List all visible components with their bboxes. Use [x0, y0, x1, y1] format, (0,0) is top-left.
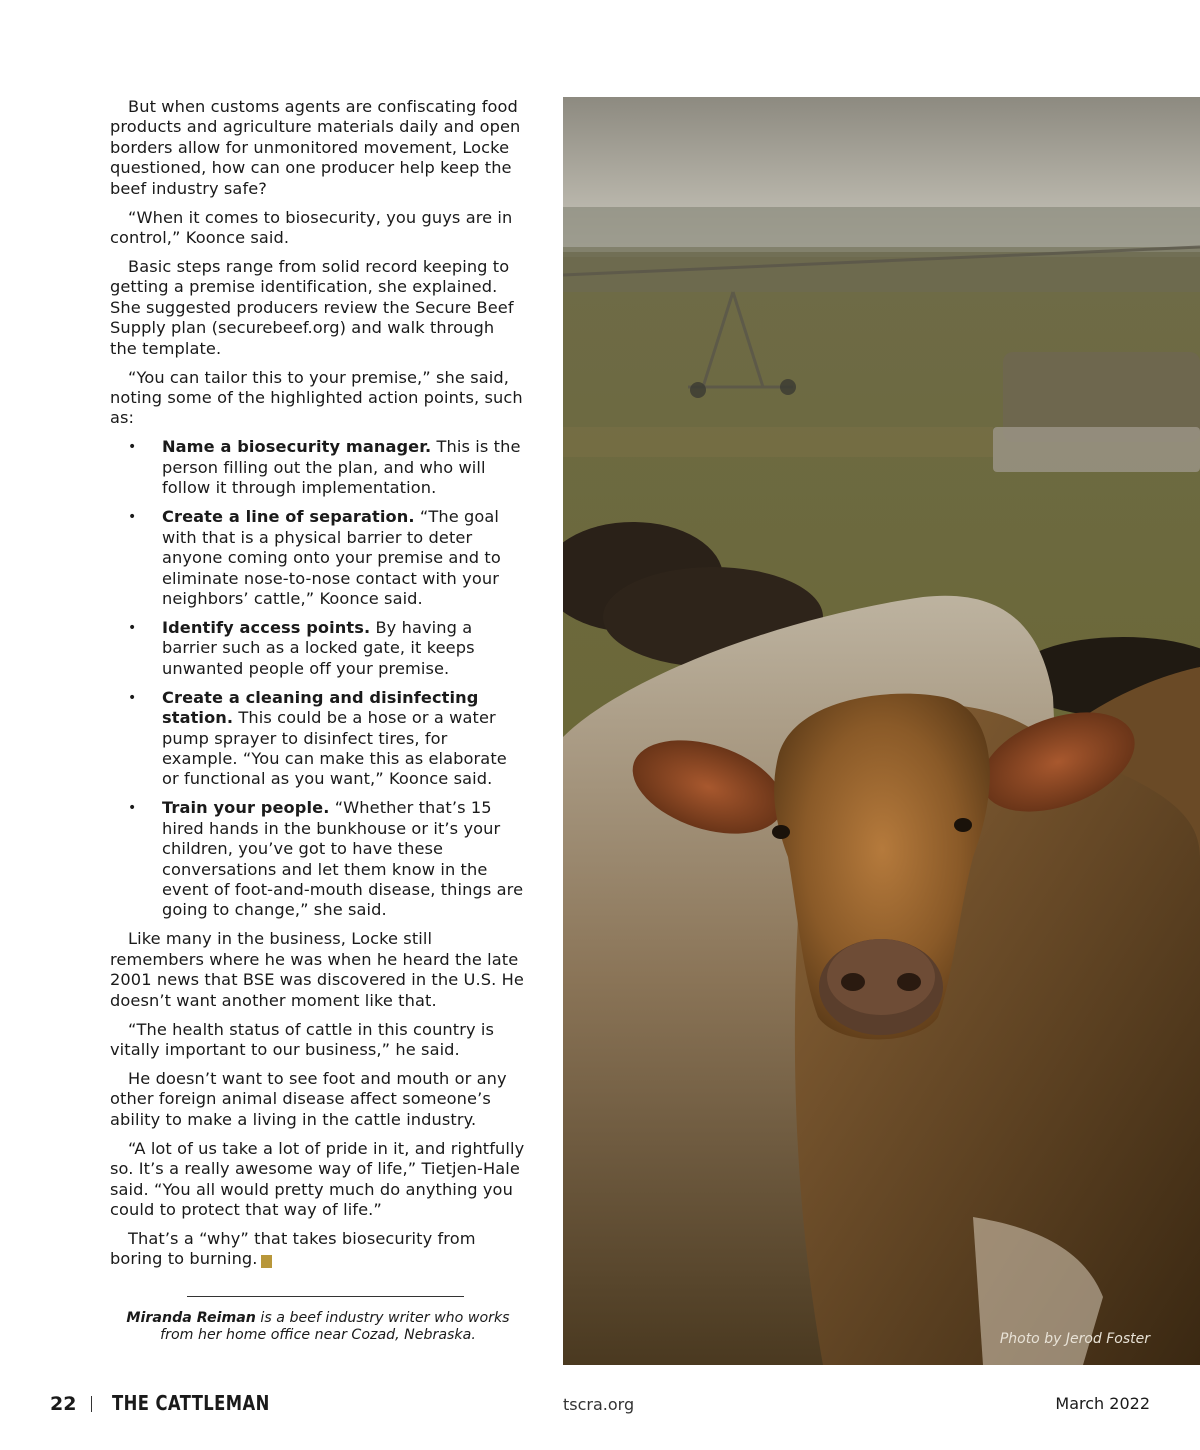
- bullet-heading: Name a biosecurity manager.: [162, 437, 432, 457]
- bullet-heading: Create a line of separation.: [162, 507, 415, 527]
- article-column: [110, 97, 526, 1278]
- magazine-name: THE CATTLEMAN: [112, 1391, 270, 1415]
- paragraph: But when customs agents are confiscating food products and agriculture materials daily and open borders allow for unmonitored movement, Locke questioned, how can one producer help keep the beef industry safe?: [110, 97, 521, 198]
- bullet-heading: Train your people.: [162, 798, 330, 818]
- paragraph: Like many in the business, Locke still remembers where he was when he heard the late 2001 news that BSE was discovered in the U.S. He doesn’t want another moment like that.: [110, 929, 524, 1010]
- bullet-text: This is the person filling out the plan, and who will follow it through implementation.: [162, 437, 521, 498]
- page-number: 22: [50, 1393, 77, 1415]
- bullet-text: “Whether that’s 15 hired hands in the bunkhouse or it’s your children, you’ve got to have these conversations and let them know in the event of foot-and-mouth disease, things are going to change,” she said.: [162, 798, 524, 920]
- bullet-text: By having a barrier such as a locked gate, it keeps unwanted people off your premise.: [162, 617, 475, 678]
- cattle-photo: [563, 97, 1200, 1365]
- author-bio-text: is a beef industry writer who works from her home office near Cozad, Nebraska.: [160, 1310, 510, 1343]
- bullet-heading: Identify access points.: [162, 617, 371, 637]
- cattle-photo-image: [563, 97, 1200, 1365]
- list-item: [162, 688, 526, 790]
- paragraph: “When it comes to biosecurity, you guys are in control,” Koonce said.: [110, 207, 513, 248]
- issue-date: March 2022: [1055, 1394, 1150, 1413]
- bullet-text: This could be a hose or a water pump sprayer to disinfect tires, for example. “You can make this as elaborate or functional as you want,” Koonce said.: [162, 708, 507, 789]
- bullet-heading: Create a cleaning and disinfecting station.: [162, 687, 479, 728]
- list-item: [162, 437, 526, 498]
- author-name: Miranda Reiman: [126, 1310, 256, 1326]
- paragraph: “The health status of cattle in this country is vitally important to our business,” he said.: [110, 1019, 495, 1059]
- list-item: [162, 618, 526, 679]
- list-item: [162, 507, 526, 609]
- paragraph: “You can tailor this to your premise,” she said, noting some of the highlighted action points, such as:: [110, 367, 523, 428]
- page-footer: [0, 1390, 1200, 1420]
- photo-credit: Photo by Jerod Foster: [999, 1331, 1150, 1347]
- action-points-list: [110, 437, 526, 920]
- paragraph-final-text: That’s a “why” that takes biosecurity from boring to burning.: [110, 1229, 476, 1269]
- website-link[interactable]: tscra.org: [563, 1395, 635, 1414]
- footer-divider: [91, 1396, 92, 1412]
- end-mark-icon: C: [261, 1255, 272, 1268]
- author-bio: [110, 1310, 526, 1343]
- paragraph: Basic steps range from solid record keeping to getting a premise identification, she explained. She suggested producers review the Secure Beef Supply plan (securebeef.org) and walk through the template.: [110, 257, 514, 358]
- bio-separator: [187, 1296, 464, 1297]
- bullet-text: “The goal with that is a physical barrier to deter anyone coming onto your premise and to eliminate nose-to-nose contact with your neighbors’ cattle,” Koonce said.: [162, 507, 501, 608]
- paragraph-final: [110, 1229, 526, 1270]
- paragraph: He doesn’t want to see foot and mouth or any other foreign animal disease affect someone’s ability to make a living in the cattle industry.: [110, 1069, 507, 1129]
- list-item: [162, 798, 526, 920]
- paragraph: “A lot of us take a lot of pride in it, and rightfully so. It’s a really awesome way of life,” Tietjen-Hale said. “You all would pretty much do anything you could to protect that way of life.”: [110, 1138, 525, 1220]
